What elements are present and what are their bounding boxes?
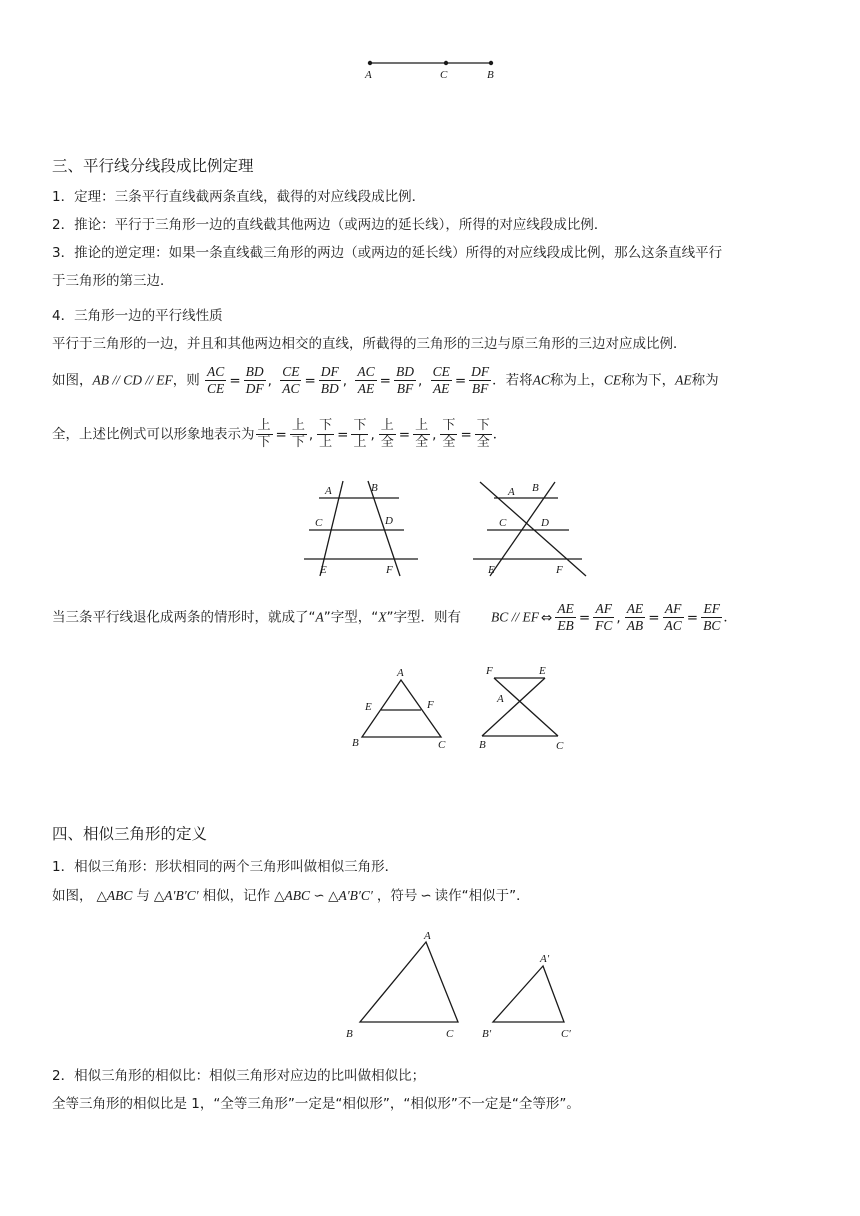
eq-then: ，则: [172, 372, 200, 389]
fraction: $\frac{CE}{AE}$: [432, 364, 450, 396]
eq-parallel: AB // CD // EF: [92, 372, 173, 388]
condition-bc-ef: BC // EF: [491, 609, 539, 625]
eq-suffix-2: 称为上，: [549, 372, 604, 389]
degenerate-text-3: ”字型．则有: [386, 609, 461, 626]
triangle-a1b1c1-label: △A′B′C′: [153, 888, 199, 903]
x-shape-figure: [475, 660, 575, 752]
fraction: $\frac{\text{下}}{\text{全}}$: [476, 418, 490, 450]
var-ce: CE: [603, 372, 622, 388]
degenerate-text-2: ”字型，“: [323, 609, 379, 626]
section4-item2: 2．相似三角形的相似比：相似三角形对应边的比叫做相似比；: [52, 1068, 426, 1084]
label-c: C: [556, 740, 564, 752]
notation-end: 读作“相似于”．: [434, 888, 530, 904]
parallel-lines-figure-1: [300, 478, 420, 580]
label-c-prime: C′: [561, 1028, 571, 1040]
label-c: C: [499, 517, 507, 529]
label-a: A: [325, 485, 332, 497]
label-e: E: [365, 701, 372, 713]
notation-mid2: 相似，记作: [202, 888, 271, 904]
label-b: B: [352, 737, 359, 749]
section3-item3-line2: 于三角形的第三边．: [52, 273, 174, 289]
label-a: A: [424, 930, 431, 942]
section3-item2: 2．推论：平行于三角形一边的直线截其他两边（或两边的延长线），所得的对应线段成比例．: [52, 217, 608, 233]
label-b: B: [532, 482, 539, 494]
section3-item4: 4．三角形一边的平行线性质: [52, 308, 223, 324]
fraction: $\frac{DF}{BF}$: [471, 364, 490, 396]
fraction: $\frac{\text{上}}{\text{下}}$: [257, 418, 271, 450]
label-c: C: [440, 69, 448, 81]
similarity-notation-line: [52, 886, 530, 906]
degenerate-case-line: 当三条平行线退化成两条的情形时，就成了“A”字型，“X”字型．则有 BC // EF ⇔ $\frac{AE}{EB}$ = $\frac{AF}{FC}$ , $\frac{AE}{AB}$ = $\frac{AF}{AC}$ = $\frac{EF}{BC}$ ．: [52, 601, 737, 633]
fraction: $\frac{\text{上}}{\text{全}}$: [380, 418, 394, 450]
degenerate-end: ．: [723, 609, 737, 626]
fraction: $\frac{BD}{BF}$: [395, 364, 414, 396]
eq-prefix: 如图，: [52, 372, 93, 389]
fraction: $\frac{AF}{AC}$: [664, 601, 682, 633]
segment-eb: [482, 678, 545, 736]
label-a-prime: A′: [540, 953, 550, 965]
parallel-lines-figure-2: [470, 478, 590, 580]
label-f: F: [386, 564, 393, 576]
label-b-prime: B′: [482, 1028, 492, 1040]
eq-fraction-group-1: $\frac{AC}{CE}$ = $\frac{BD}{DF}$: [207, 364, 264, 396]
transversal-1: [480, 482, 586, 576]
label-c: C: [446, 1028, 454, 1040]
label-a: A: [497, 693, 504, 705]
label-f: F: [486, 665, 493, 677]
var-ac: AC: [532, 372, 550, 388]
segment-fc: [494, 678, 558, 736]
similar-symbol: ∽: [420, 888, 432, 904]
degenerate-text-1: 当三条平行线退化成两条的情形时，就成了“: [52, 609, 316, 626]
similar-triangles-figure: [340, 925, 580, 1043]
eq-suffix-4: 称为: [691, 372, 719, 389]
point-b: [489, 61, 493, 65]
fraction: $\frac{CE}{AC}$: [282, 364, 300, 396]
transversal-2: [490, 482, 555, 576]
label-f: F: [427, 699, 434, 711]
label-a: A: [365, 69, 372, 81]
label-f: F: [556, 564, 563, 576]
a-shape-label: A: [315, 609, 324, 625]
section3-item3-line1: 3．推论的逆定理：如果一条直线截三角形的两边（或两边的延长线）所得的对应线段成比例，那么这条直线平行: [52, 245, 723, 261]
section3-item1: 1．定理：三条平行直线截两条直线，截得的对应线段成比例．: [52, 189, 426, 205]
mnemonic-end: ．: [492, 426, 507, 443]
iff-symbol: ⇔: [541, 609, 553, 626]
section4-item1: 1．相似三角形：形状相同的两个三角形叫做相似三角形．: [52, 859, 399, 875]
label-b: B: [487, 69, 494, 81]
transversal-right: [368, 481, 400, 576]
proportion-equation-line: 如图，AB // CD // EF，则 $\frac{AC}{CE}$ = $\frac{BD}{DF}$ , $\frac{CE}{AC}$ = $\frac{DF}{BD}$ , $\frac{AC}{AE}$ = $\frac{BD}{BF}$ , $\frac{CE}{AE}$ = $\frac{DF}{BF}$ ．若将AC称为上，CE称为下，AE称为: [52, 364, 719, 396]
segment-figure: [360, 55, 500, 85]
fraction: $\frac{AE}{AB}$: [626, 601, 644, 633]
label-e: E: [488, 564, 495, 576]
notation-mid3: ，符号: [376, 888, 418, 904]
x-shape-label: X: [378, 609, 387, 625]
fraction: $\frac{EF}{BC}$: [703, 601, 721, 633]
fraction: $\frac{AC}{CE}$: [207, 364, 225, 396]
eq-fraction-group-3: $\frac{AC}{AE}$ = $\frac{BD}{BF}$: [357, 364, 414, 396]
eq-suffix-3: 称为下，: [621, 372, 676, 389]
fraction: $\frac{AE}{EB}$: [557, 601, 574, 633]
a-shape-figure: [348, 662, 453, 754]
fraction: $\frac{AC}{AE}$: [357, 364, 375, 396]
label-d: D: [541, 517, 549, 529]
triangle-abc-label: △ABC: [96, 888, 133, 903]
fraction: $\frac{\text{上}}{\text{下}}$: [291, 418, 305, 450]
label-b: B: [346, 1028, 353, 1040]
fraction: $\frac{AF}{FC}$: [595, 601, 613, 633]
fraction: $\frac{\text{下}}{\text{上}}$: [353, 418, 367, 450]
fraction: $\frac{\text{下}}{\text{全}}$: [442, 418, 456, 450]
point-c: [444, 61, 448, 65]
fraction: $\frac{DF}{BD}$: [320, 364, 339, 396]
label-b: B: [371, 482, 378, 494]
section3-title: 三、平行线分线段成比例定理: [52, 157, 254, 175]
similarity-notation: △ABC ∽ △A′B′C′: [274, 888, 373, 903]
label-c: C: [315, 517, 323, 529]
label-a: A: [397, 667, 404, 679]
label-a: A: [508, 486, 515, 498]
notation-prefix: 如图，: [52, 888, 93, 904]
fraction: $\frac{\text{下}}{\text{上}}$: [319, 418, 333, 450]
notation-mid1: 与: [136, 888, 150, 904]
section3-item4-desc: 平行于三角形的一边，并且和其他两边相交的直线，所截得的三角形的三边与原三角形的三边对应成比例．: [52, 336, 687, 352]
eq-fraction-group-2: $\frac{CE}{AC}$ = $\frac{DF}{BD}$: [282, 364, 339, 396]
var-ae: AE: [675, 372, 692, 388]
mnemonic-line: 全，上述比例式可以形象地表示为 $\frac{\text{上}}{\text{下}}$ = $\frac{\text{上}}{\text{下}}$ , $\frac{\text{下}}{\text{上}}$ = $\frac{\text{下}}{\text{上}}$ , $\frac{\text{上}}{\text{全}}$ = $\frac{\text{上}}{\text{全}}$ , $\frac{\text{下}}{\text{全}}$ = $\frac{\text{下}}{\text{全}}$ ．: [52, 418, 507, 450]
section4-item2-note: 全等三角形的相似比是 1，“全等三角形”一定是“相似形”，“相似形”不一定是“全等形”。: [52, 1096, 580, 1112]
mnemonic-prefix: 全，上述比例式可以形象地表示为: [52, 426, 255, 443]
label-e: E: [539, 665, 546, 677]
label-b: B: [479, 739, 486, 751]
eq-suffix-1: ．若将: [492, 372, 533, 389]
label-e: E: [320, 564, 327, 576]
fraction: $\frac{\text{上}}{\text{全}}$: [415, 418, 429, 450]
fraction: $\frac{BD}{DF}$: [245, 364, 264, 396]
triangle-abc: [360, 942, 458, 1022]
eq-fraction-group-4: $\frac{CE}{AE}$ = $\frac{DF}{BF}$: [432, 364, 490, 396]
point-a: [368, 61, 372, 65]
label-c: C: [438, 739, 446, 751]
section4-title: 四、相似三角形的定义: [52, 825, 208, 843]
label-d: D: [385, 515, 393, 527]
triangle-a1b1c1: [493, 966, 564, 1022]
